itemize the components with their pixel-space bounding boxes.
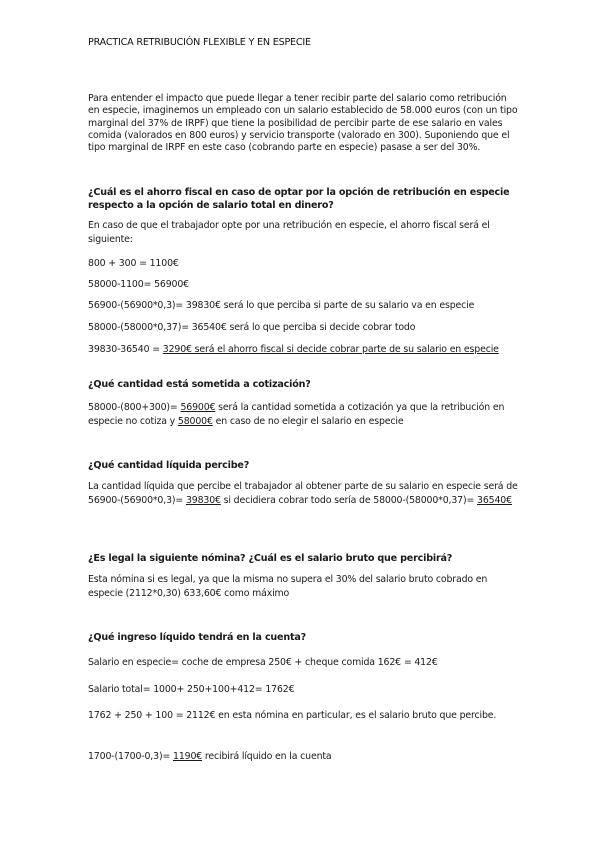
question-cotizacion: ¿Qué cantidad está sometida a cotización? bbox=[88, 379, 311, 390]
intro-paragraph: Para entender el impacto que puede llegar a tener recibir parte del salario como retribución en especie, imaginemos un empleado con un salario establecido de 58.000 euros (con un tipo marginal del 37% de IRPF) que tiene la posibilidad de percibir parte de ese salario en vales comida (valorados en 800 euros) y servicio transporte (valorado en 300). Suponiendo que el tipo marginal de IRPF en este caso (cobrando parte en especie) pasase a ser del 30%. bbox=[88, 93, 518, 154]
liquida-text-2: si decidiera cobrar todo sería de 58000-(58000*0,37)= bbox=[220, 495, 478, 507]
cotizacion-text-end: en caso de no elegir el salario en especie bbox=[212, 416, 404, 428]
question-ahorro-fiscal: ¿Cuál es el ahorro fiscal en caso de optar por la opción de retribución en especie respecto a la opción de salario total en dinero? bbox=[88, 187, 510, 211]
ingreso-text-end: recibirá líquido en la cuenta bbox=[202, 751, 332, 762]
liquida-value-especie: 39830€ bbox=[185, 495, 221, 507]
document-header: PRACTICA RETRIBUCIÓN FLEXIBLE Y EN ESPECIE bbox=[88, 37, 311, 48]
question-cantidad-liquida: ¿Qué cantidad líquida percibe? bbox=[88, 460, 250, 471]
calc-line-4: 58000-(58000*0,37)= 36540€ será lo que perciba si decide cobrar todo bbox=[88, 322, 416, 333]
answer-nomina-legal: Esta nómina si es legal, ya que la misma no supera el 30% del salario bruto cobrado en especie (2112*0,30) 633,60€ como máximo bbox=[88, 574, 488, 600]
answer-ahorro-intro: En caso de que el trabajador opte por una retribución en especie, el ahorro fiscal será el siguiente: bbox=[88, 220, 490, 246]
ingreso-result: 1190€ bbox=[173, 751, 203, 762]
calc-line-5 bbox=[88, 343, 518, 356]
liquida-value-total: 36540€ bbox=[477, 495, 512, 507]
answer-cotizacion bbox=[88, 401, 518, 430]
calc-line-1: 800 + 300 = 1100€ bbox=[88, 258, 179, 269]
ingreso-line-4 bbox=[88, 750, 518, 764]
ingreso-line-1: Salario en especie= coche de empresa 250€ + cheque comida 162€ = 412€ bbox=[88, 657, 438, 668]
calc-line-5-prefix: 39830-36540 = bbox=[88, 344, 163, 355]
ahorro-fiscal-result: 3290€ será el ahorro fiscal si decide cobrar parte de su salario en especie bbox=[162, 344, 499, 355]
cotizacion-text: será la cantidad sometida a cotización ya que la retribución en especie no cotiza y bbox=[88, 402, 505, 428]
calc-line-3: 56900-(56900*0,3)= 39830€ será lo que perciba si parte de su salario va en especie bbox=[88, 300, 475, 311]
liquida-text: La cantidad líquida que percibe el trabajador al obtener parte de su salario en especie será de 56900-(56900*0,3)= bbox=[88, 481, 518, 507]
ingreso-line-2: Salario total= 1000+ 250+100+412= 1762€ bbox=[88, 684, 295, 695]
question-nomina-legal: ¿Es legal la siguiente nómina? ¿Cuál es el salario bruto que percibirá? bbox=[88, 553, 453, 564]
calc-line-2: 58000-1100= 56900€ bbox=[88, 279, 189, 290]
cotizacion-value-especie: 56900€ bbox=[180, 402, 216, 413]
cotizacion-formula: 58000-(800+300)= bbox=[88, 402, 181, 413]
question-ingreso-liquido: ¿Qué ingreso líquido tendrá en la cuenta? bbox=[88, 632, 307, 643]
ingreso-line-3: 1762 + 250 + 100 = 2112€ en esta nómina en particular, es el salario bruto que percibe. bbox=[88, 710, 497, 721]
cotizacion-value-total: 58000€ bbox=[177, 416, 213, 428]
ingreso-formula: 1700-(1700-0,3)= bbox=[88, 751, 173, 762]
answer-cantidad-liquida bbox=[88, 480, 518, 509]
